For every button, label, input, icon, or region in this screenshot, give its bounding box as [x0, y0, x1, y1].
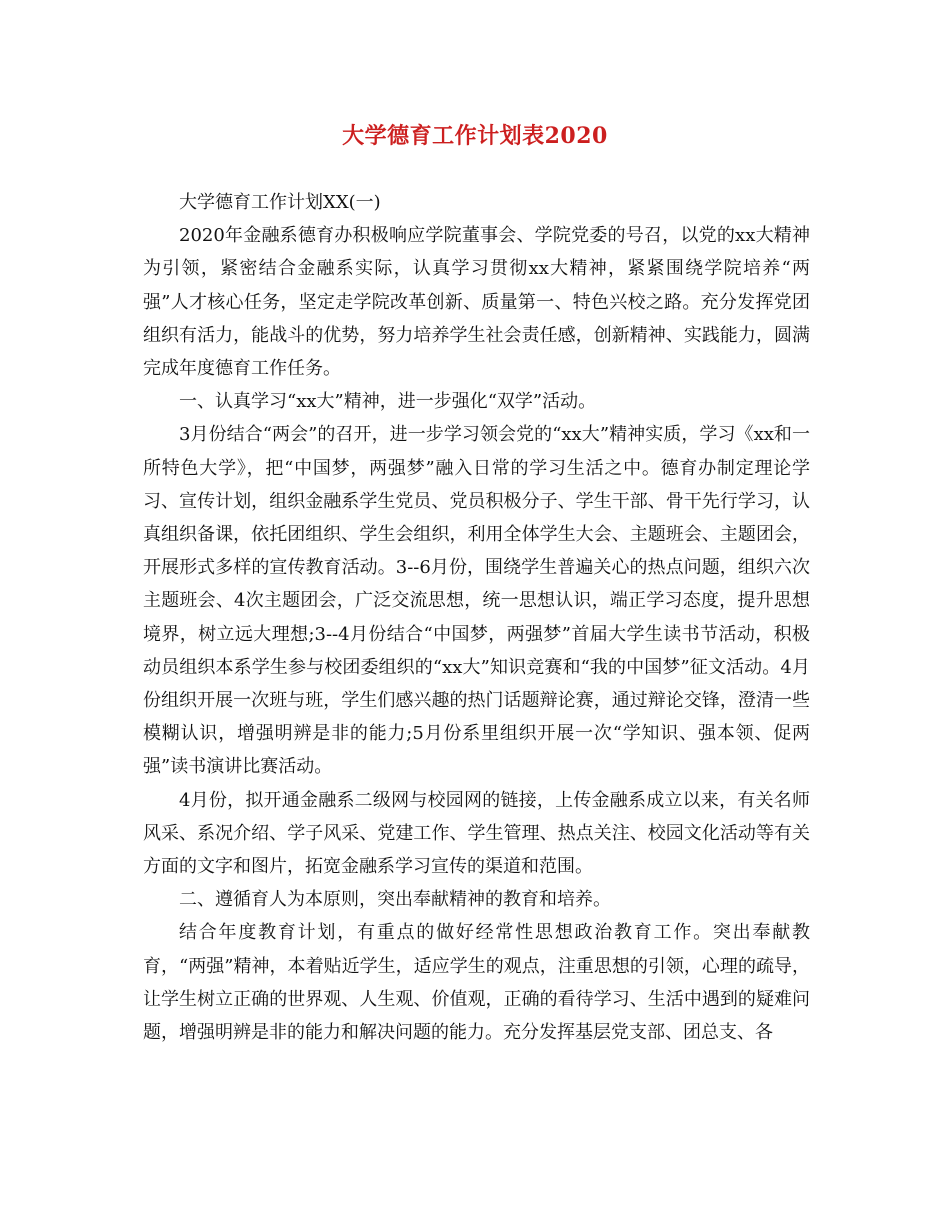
section-heading: 二、遵循育人为本原则，突出奉献精神的教育和培养。	[179, 889, 611, 911]
section-heading: 一、认真学习“xx大”精神，进一步强化“双学”活动。	[179, 391, 597, 413]
paragraph: 3月份结合“两会”的召开，进一步学习领会党的“xx大”精神实质，学习《xx和一所特色大学》，把“中国梦，两强梦”融入日常的学习生活之中。德育办制定理论学习、宣传计划，组织金融系学生党员、党员积极分子、学生干部、骨干先行学习，认真组织备课，依托团组织、学生会组织，利用全体学生大会、主题班会、主题团会，开展形式多样的宣传教育活动。3--6月份，围绕学生普遍关心的热点问题，组织六次主题班会、4次主题团会，广泛交流思想，统一思想认识，端正学习态度，提升思想境界，树立远大理想;3--4月份结合“中国梦，两强梦”首届大学生读书节活动，积极动员组织本系学生参与校团委组织的“xx大”知识竞赛和“我的中国梦”征文活动。4月份组织开展一次班与班，学生们感兴趣的热门话题辩论赛，通过辩论交锋，澄清一些模糊认识，增强明辨是非的能力;5月份系里组织开展一次“学知识、强本领、促两强”读书演讲比赛活动。	[143, 424, 810, 778]
document-body	[143, 186, 810, 1049]
paragraph: 结合年度教育计划，有重点的做好经常性思想政治教育工作。突出奉献教育，“两强”精神，本着贴近学生，适应学生的观点，注重思想的引领，心理的疏导，让学生树立正确的世界观、人生观、价值观，正确的看待学习、生活中遇到的疑难问题，增强明辨是非的能力和解决问题的能力。充分发挥基层党支部、团总支、各	[143, 922, 810, 1044]
paragraph: 2020年金融系德育办积极响应学院董事会、学院党委的号召，以党的xx大精神为引领，紧密结合金融系实际，认真学习贯彻xx大精神，紧紧围绕学院培养“两强”人才核心任务，坚定走学院改革创新、质量第一、特色兴校之路。充分发挥党团组织有活力，能战斗的优势，努力培养学生社会责任感，创新精神、实践能力，圆满完成年度德育工作任务。	[143, 225, 810, 380]
paragraph: 4月份，拟开通金融系二级网与校园网的链接，上传金融系成立以来，有关名师风采、系况介绍、学子风采、党建工作、学生管理、热点关注、校园文化活动等有关方面的文字和图片，拓宽金融系学习宣传的渠道和范围。	[143, 789, 810, 878]
section-heading: 大学德育工作计划XX(一)	[179, 192, 381, 213]
document-title: 大学德育工作计划表2020	[342, 123, 608, 149]
